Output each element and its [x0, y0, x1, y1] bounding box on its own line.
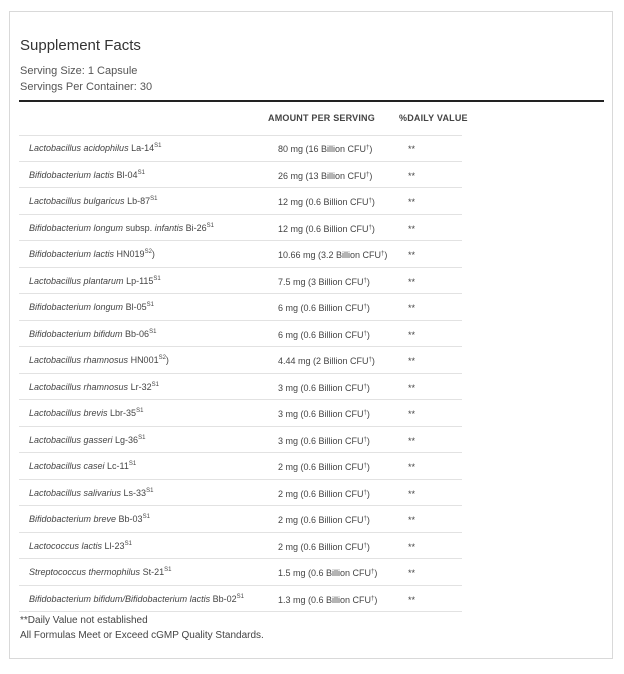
table-row — [19, 506, 462, 533]
ingredient-name: Lactobacillus gasseri $Lg-36^{S1}$ — [29, 434, 146, 445]
table-row — [19, 321, 462, 348]
table-row — [19, 559, 462, 586]
table-row — [19, 162, 462, 189]
ingredient-table — [19, 135, 462, 612]
ingredient-name: Bifidobacterium longum $Bl-05^{S1}$ — [29, 302, 154, 312]
ingredient-name: Lactobacillus plantarum $Lp-115^{S1}$ — [29, 275, 161, 286]
ingredient-name: Streptococcus thermophilus $St-21^{S1}$ — [29, 567, 172, 577]
ingredient-name: Lactobacillus rhamnosus $HN001^{S2}$) — [29, 355, 169, 365]
daily-value: ** — [408, 329, 416, 340]
daily-value: ** — [408, 223, 416, 234]
amount-per-serving: 1.3 mg (0.6 Billion CFU†) — [278, 594, 378, 605]
table-row — [19, 533, 462, 560]
table-row — [19, 480, 462, 507]
servings-per-container: Servings Per Container: 30 — [20, 81, 153, 93]
amount-per-serving: 12 mg (0.6 Billion CFU†) — [278, 197, 375, 207]
amount-per-serving: 2 mg (0.6 Billion CFU†) — [278, 515, 370, 525]
footnote-daily-value: **Daily Value not established — [20, 615, 148, 626]
serving-size: Serving Size: 1 Capsule — [20, 65, 138, 77]
ingredient-name: Bifidobacterium bifidum/Bifidobacterium lactis $Bb-02^{S1}$ — [29, 593, 244, 604]
amount-per-serving: 10.66 mg (3.2 Billion CFU†) — [278, 250, 388, 260]
column-header-amount: AMOUNT PER SERVING — [268, 113, 375, 123]
table-row — [19, 294, 462, 321]
table-row — [19, 347, 462, 374]
daily-value: ** — [408, 435, 416, 446]
ingredient-name: Lactobacillus acidophilus $La-14^{S1}$ — [29, 143, 162, 153]
ingredient-name: Bifidobacterium longum subsp. infantis $Bi-26^{S1}$ — [29, 222, 214, 233]
table-row — [19, 374, 462, 401]
daily-value: ** — [408, 515, 416, 525]
table-row — [19, 427, 462, 454]
amount-per-serving: 2 mg (0.6 Billion CFU†) — [278, 488, 370, 499]
amount-per-serving: 4.44 mg (2 Billion CFU†) — [278, 356, 375, 366]
amount-per-serving: 80 mg (16 Billion CFU†) — [278, 144, 373, 154]
table-row — [19, 135, 462, 162]
daily-value: ** — [408, 541, 416, 552]
ingredient-name: Lactobacillus bulgaricus $Lb-87^{S1}$ — [29, 196, 158, 206]
daily-value: ** — [408, 488, 416, 499]
daily-value: ** — [408, 356, 416, 366]
amount-per-serving: 6 mg (0.6 Billion CFU†) — [278, 303, 370, 313]
table-row — [19, 241, 462, 268]
table-row — [19, 215, 462, 242]
daily-value: ** — [408, 568, 416, 578]
ingredient-name: Lactobacillus rhamnosus $Lr-32^{S1}$ — [29, 381, 159, 392]
ingredient-name: Lactobacillus salivarius $Ls-33^{S1}$ — [29, 487, 154, 498]
table-row — [19, 453, 462, 480]
ingredient-name: Lactococcus lactis $Ll-23^{S1}$ — [29, 540, 132, 551]
daily-value: ** — [408, 382, 416, 393]
ingredient-name: Bifidobacterium breve $Bb-03^{S1}$ — [29, 514, 150, 524]
amount-per-serving: 3 mg (0.6 Billion CFU†) — [278, 382, 370, 393]
daily-value: ** — [408, 144, 416, 154]
ingredient-name: Bifidobacterium lactis $Bl-04^{S1}$ — [29, 169, 145, 180]
panel-title: Supplement Facts — [20, 37, 141, 54]
table-row — [19, 188, 462, 215]
amount-per-serving: 12 mg (0.6 Billion CFU†) — [278, 223, 375, 234]
table-row — [19, 400, 462, 427]
amount-per-serving: 7.5 mg (3 Billion CFU†) — [278, 276, 370, 287]
daily-value: ** — [408, 276, 416, 287]
daily-value: ** — [408, 250, 416, 260]
ingredient-name: Bifidobacterium lactis $HN019^{S2}$) — [29, 249, 155, 259]
amount-per-serving: 2 mg (0.6 Billion CFU†) — [278, 541, 370, 552]
ingredient-name: Lactobacillus casei $Lc-11^{S1}$ — [29, 461, 137, 471]
amount-per-serving: 3 mg (0.6 Billion CFU†) — [278, 409, 370, 419]
amount-per-serving: 26 mg (13 Billion CFU†) — [278, 170, 373, 181]
ingredient-name: Lactobacillus brevis Lbr-$35^{S1}$ — [29, 408, 144, 418]
amount-per-serving: 1.5 mg (0.6 Billion CFU†) — [278, 568, 378, 578]
amount-per-serving: 3 mg (0.6 Billion CFU†) — [278, 435, 370, 446]
column-header-daily-value: %DAILY VALUE — [399, 113, 468, 123]
footnote-gmp: All Formulas Meet or Exceed cGMP Quality Standards. — [20, 630, 264, 641]
ingredient-name: Bifidobacterium bifidum $Bb-06^{S1}$ — [29, 328, 157, 339]
daily-value: ** — [408, 197, 416, 207]
daily-value: ** — [408, 170, 416, 181]
daily-value: ** — [408, 303, 416, 313]
amount-per-serving: 6 mg (0.6 Billion CFU†) — [278, 329, 370, 340]
daily-value: ** — [408, 594, 416, 605]
table-row — [19, 586, 462, 613]
daily-value: ** — [408, 409, 416, 419]
table-row — [19, 268, 462, 295]
daily-value: ** — [408, 462, 416, 472]
amount-per-serving: 2 mg (0.6 Billion CFU†) — [278, 462, 370, 472]
header-divider — [19, 100, 604, 102]
